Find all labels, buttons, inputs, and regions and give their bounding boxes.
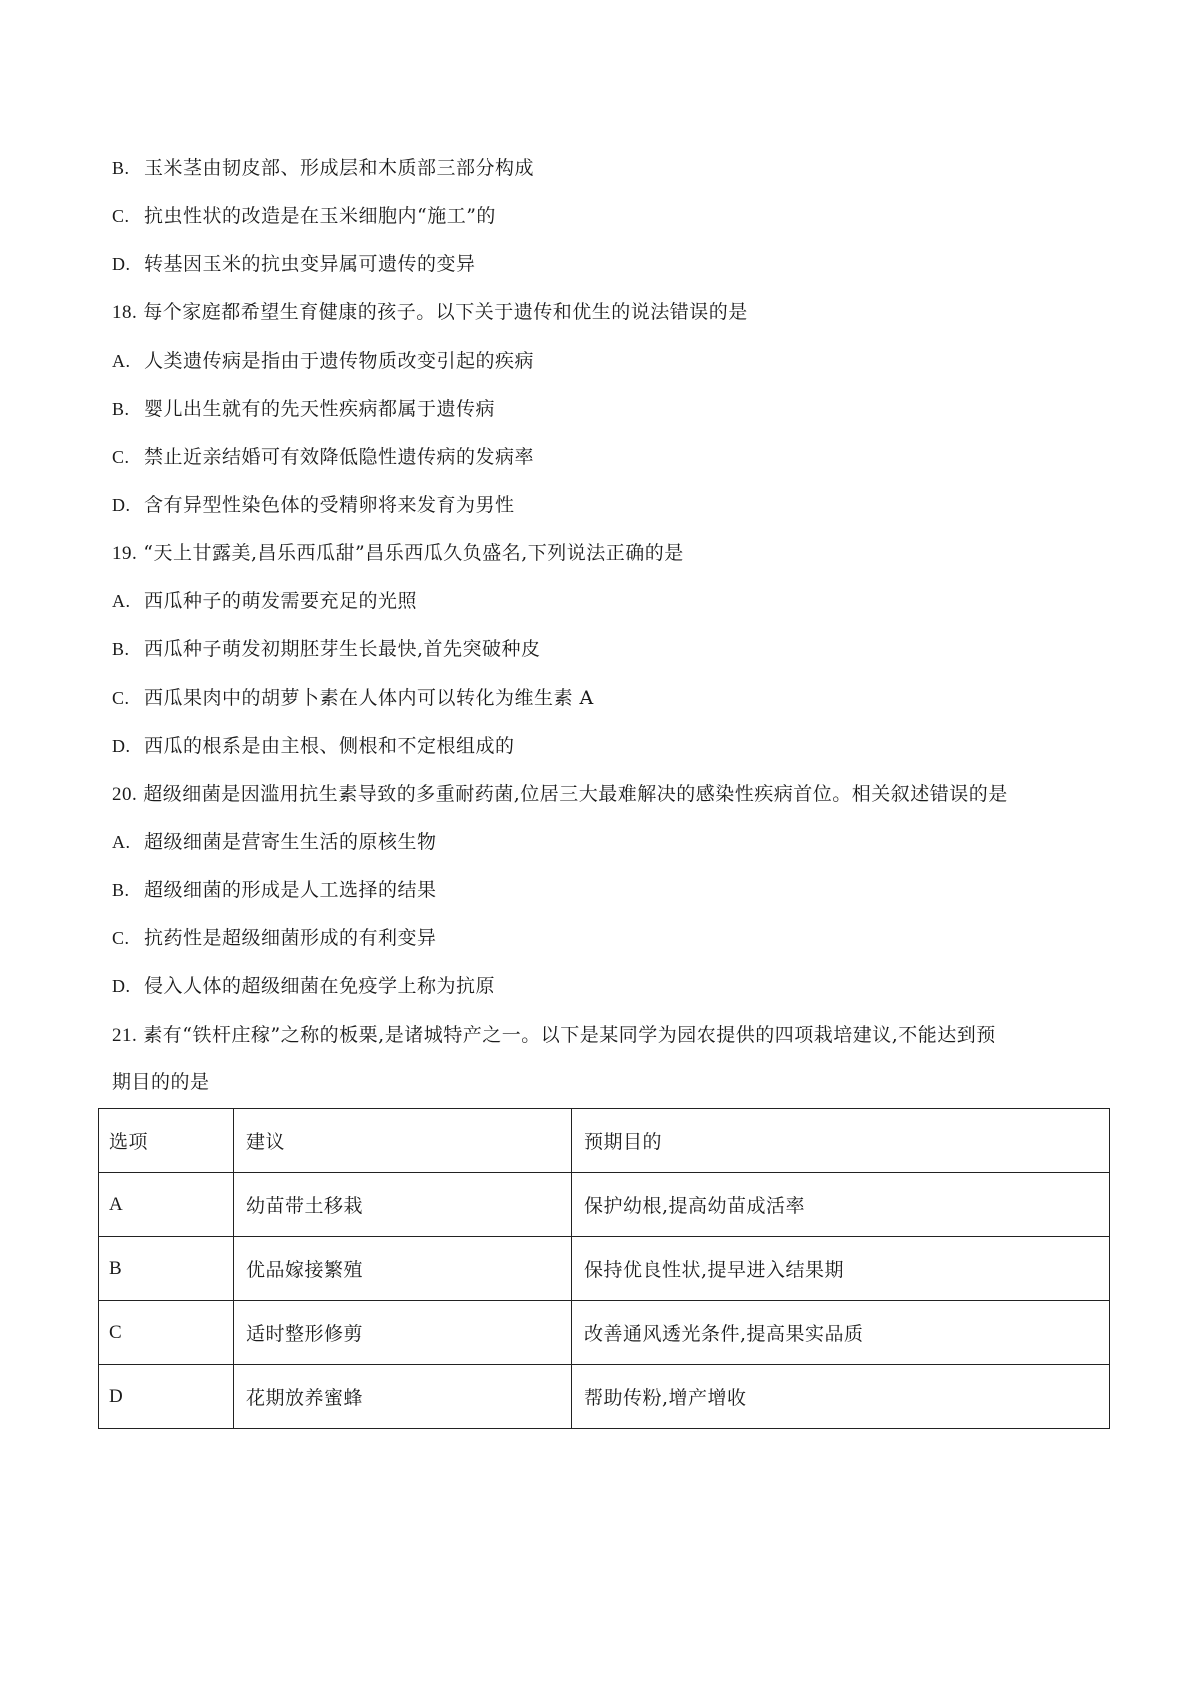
option-letter: B.	[112, 158, 130, 178]
option-text: 西瓜果肉中的胡萝卜素在人体内可以转化为维生素 A	[144, 687, 594, 709]
option-letter: C.	[112, 688, 130, 708]
option-letter: C.	[112, 928, 130, 948]
q19-option-d	[112, 734, 515, 758]
question-number: 21.	[112, 1025, 138, 1046]
option-text: 转基因玉米的抗虫变异属可遗传的变异	[144, 253, 476, 275]
q17-option-c	[112, 204, 496, 228]
option-letter: D.	[112, 976, 131, 996]
table-header-row	[99, 1109, 1110, 1173]
table-cell-option: B	[99, 1237, 234, 1301]
table-header-cell: 建议	[234, 1109, 572, 1173]
q18-option-a	[112, 349, 534, 373]
table-cell-suggestion: 适时整形修剪	[234, 1301, 572, 1365]
option-letter: C.	[112, 206, 130, 226]
q21-stem-line1	[112, 1023, 996, 1048]
q19-stem	[112, 541, 684, 566]
table-cell-purpose: 帮助传粉,增产增收	[572, 1365, 1110, 1429]
option-letter: D.	[112, 736, 131, 756]
q20-option-c	[112, 926, 437, 950]
question-number: 19.	[112, 543, 138, 564]
table-header-cell: 选项	[99, 1109, 234, 1173]
table-cell-suggestion: 花期放养蜜蜂	[234, 1365, 572, 1429]
option-letter: A.	[112, 591, 131, 611]
option-text: 抗药性是超级细菌形成的有利变异	[144, 927, 437, 949]
q17-option-b	[112, 156, 534, 180]
option-letter: D.	[112, 254, 131, 274]
table-cell-option: A	[99, 1173, 234, 1237]
question-text-continued: 期目的的是	[112, 1071, 210, 1093]
table-row	[99, 1301, 1110, 1365]
table-cell-option: D	[99, 1365, 234, 1429]
option-letter: D.	[112, 495, 131, 515]
option-text: 西瓜的根系是由主根、侧根和不定根组成的	[144, 735, 515, 757]
table-row	[99, 1173, 1110, 1237]
option-letter: A.	[112, 832, 131, 852]
option-text: 玉米茎由韧皮部、形成层和木质部三部分构成	[144, 157, 535, 179]
option-text: 人类遗传病是指由于遗传物质改变引起的疾病	[144, 350, 535, 372]
table-cell-suggestion: 幼苗带土移栽	[234, 1173, 572, 1237]
option-text: 超级细菌的形成是人工选择的结果	[144, 879, 437, 901]
q20-option-a	[112, 830, 437, 854]
option-letter: B.	[112, 639, 130, 659]
option-text: 侵入人体的超级细菌在免疫学上称为抗原	[144, 975, 496, 997]
option-text: 婴儿出生就有的先天性疾病都属于遗传病	[144, 398, 496, 420]
option-letter: B.	[112, 880, 130, 900]
option-letter: C.	[112, 447, 130, 467]
q21-stem-line2	[112, 1070, 210, 1094]
table-cell-option: C	[99, 1301, 234, 1365]
question-text: “天上甘露美,昌乐西瓜甜”昌乐西瓜久负盛名,下列说法正确的是	[143, 542, 684, 564]
table-header-cell: 预期目的	[572, 1109, 1110, 1173]
q20-option-b	[112, 878, 437, 902]
q19-option-c	[112, 686, 594, 710]
q21-table	[98, 1108, 1110, 1429]
table-row	[99, 1237, 1110, 1301]
q19-option-a	[112, 589, 417, 613]
question-number: 20.	[112, 784, 138, 805]
question-text: 素有“铁杆庄稼”之称的板栗,是诸城特产之一。以下是某同学为园农提供的四项栽培建议,不能达到预	[143, 1024, 996, 1046]
q18-option-b	[112, 397, 495, 421]
option-text: 西瓜种子萌发初期胚芽生长最快,首先突破种皮	[144, 638, 541, 660]
table-cell-purpose: 保持优良性状,提早进入结果期	[572, 1237, 1110, 1301]
option-letter: B.	[112, 399, 130, 419]
q18-option-d	[112, 493, 515, 517]
table-row	[99, 1365, 1110, 1429]
q20-option-d	[112, 974, 495, 998]
question-text: 每个家庭都希望生育健康的孩子。以下关于遗传和优生的说法错误的是	[143, 301, 748, 323]
q18-stem	[112, 300, 748, 325]
table-cell-purpose: 改善通风透光条件,提高果实品质	[572, 1301, 1110, 1365]
option-text: 含有异型性染色体的受精卵将来发育为男性	[144, 494, 515, 516]
q18-option-c	[112, 445, 534, 469]
table-cell-purpose: 保护幼根,提高幼苗成活率	[572, 1173, 1110, 1237]
table-cell-suggestion: 优品嫁接繁殖	[234, 1237, 572, 1301]
option-text: 禁止近亲结婚可有效降低隐性遗传病的发病率	[144, 446, 535, 468]
q19-option-b	[112, 637, 541, 661]
option-text: 超级细菌是营寄生生活的原核生物	[144, 831, 437, 853]
q20-stem	[112, 782, 1008, 807]
option-text: 西瓜种子的萌发需要充足的光照	[144, 590, 418, 612]
option-text: 抗虫性状的改造是在玉米细胞内“施工”的	[144, 205, 496, 227]
q17-option-d	[112, 252, 476, 276]
option-letter: A.	[112, 351, 131, 371]
question-number: 18.	[112, 302, 138, 323]
question-text: 超级细菌是因滥用抗生素导致的多重耐药菌,位居三大最难解决的感染性疾病首位。相关叙述错误的是	[143, 783, 1008, 805]
